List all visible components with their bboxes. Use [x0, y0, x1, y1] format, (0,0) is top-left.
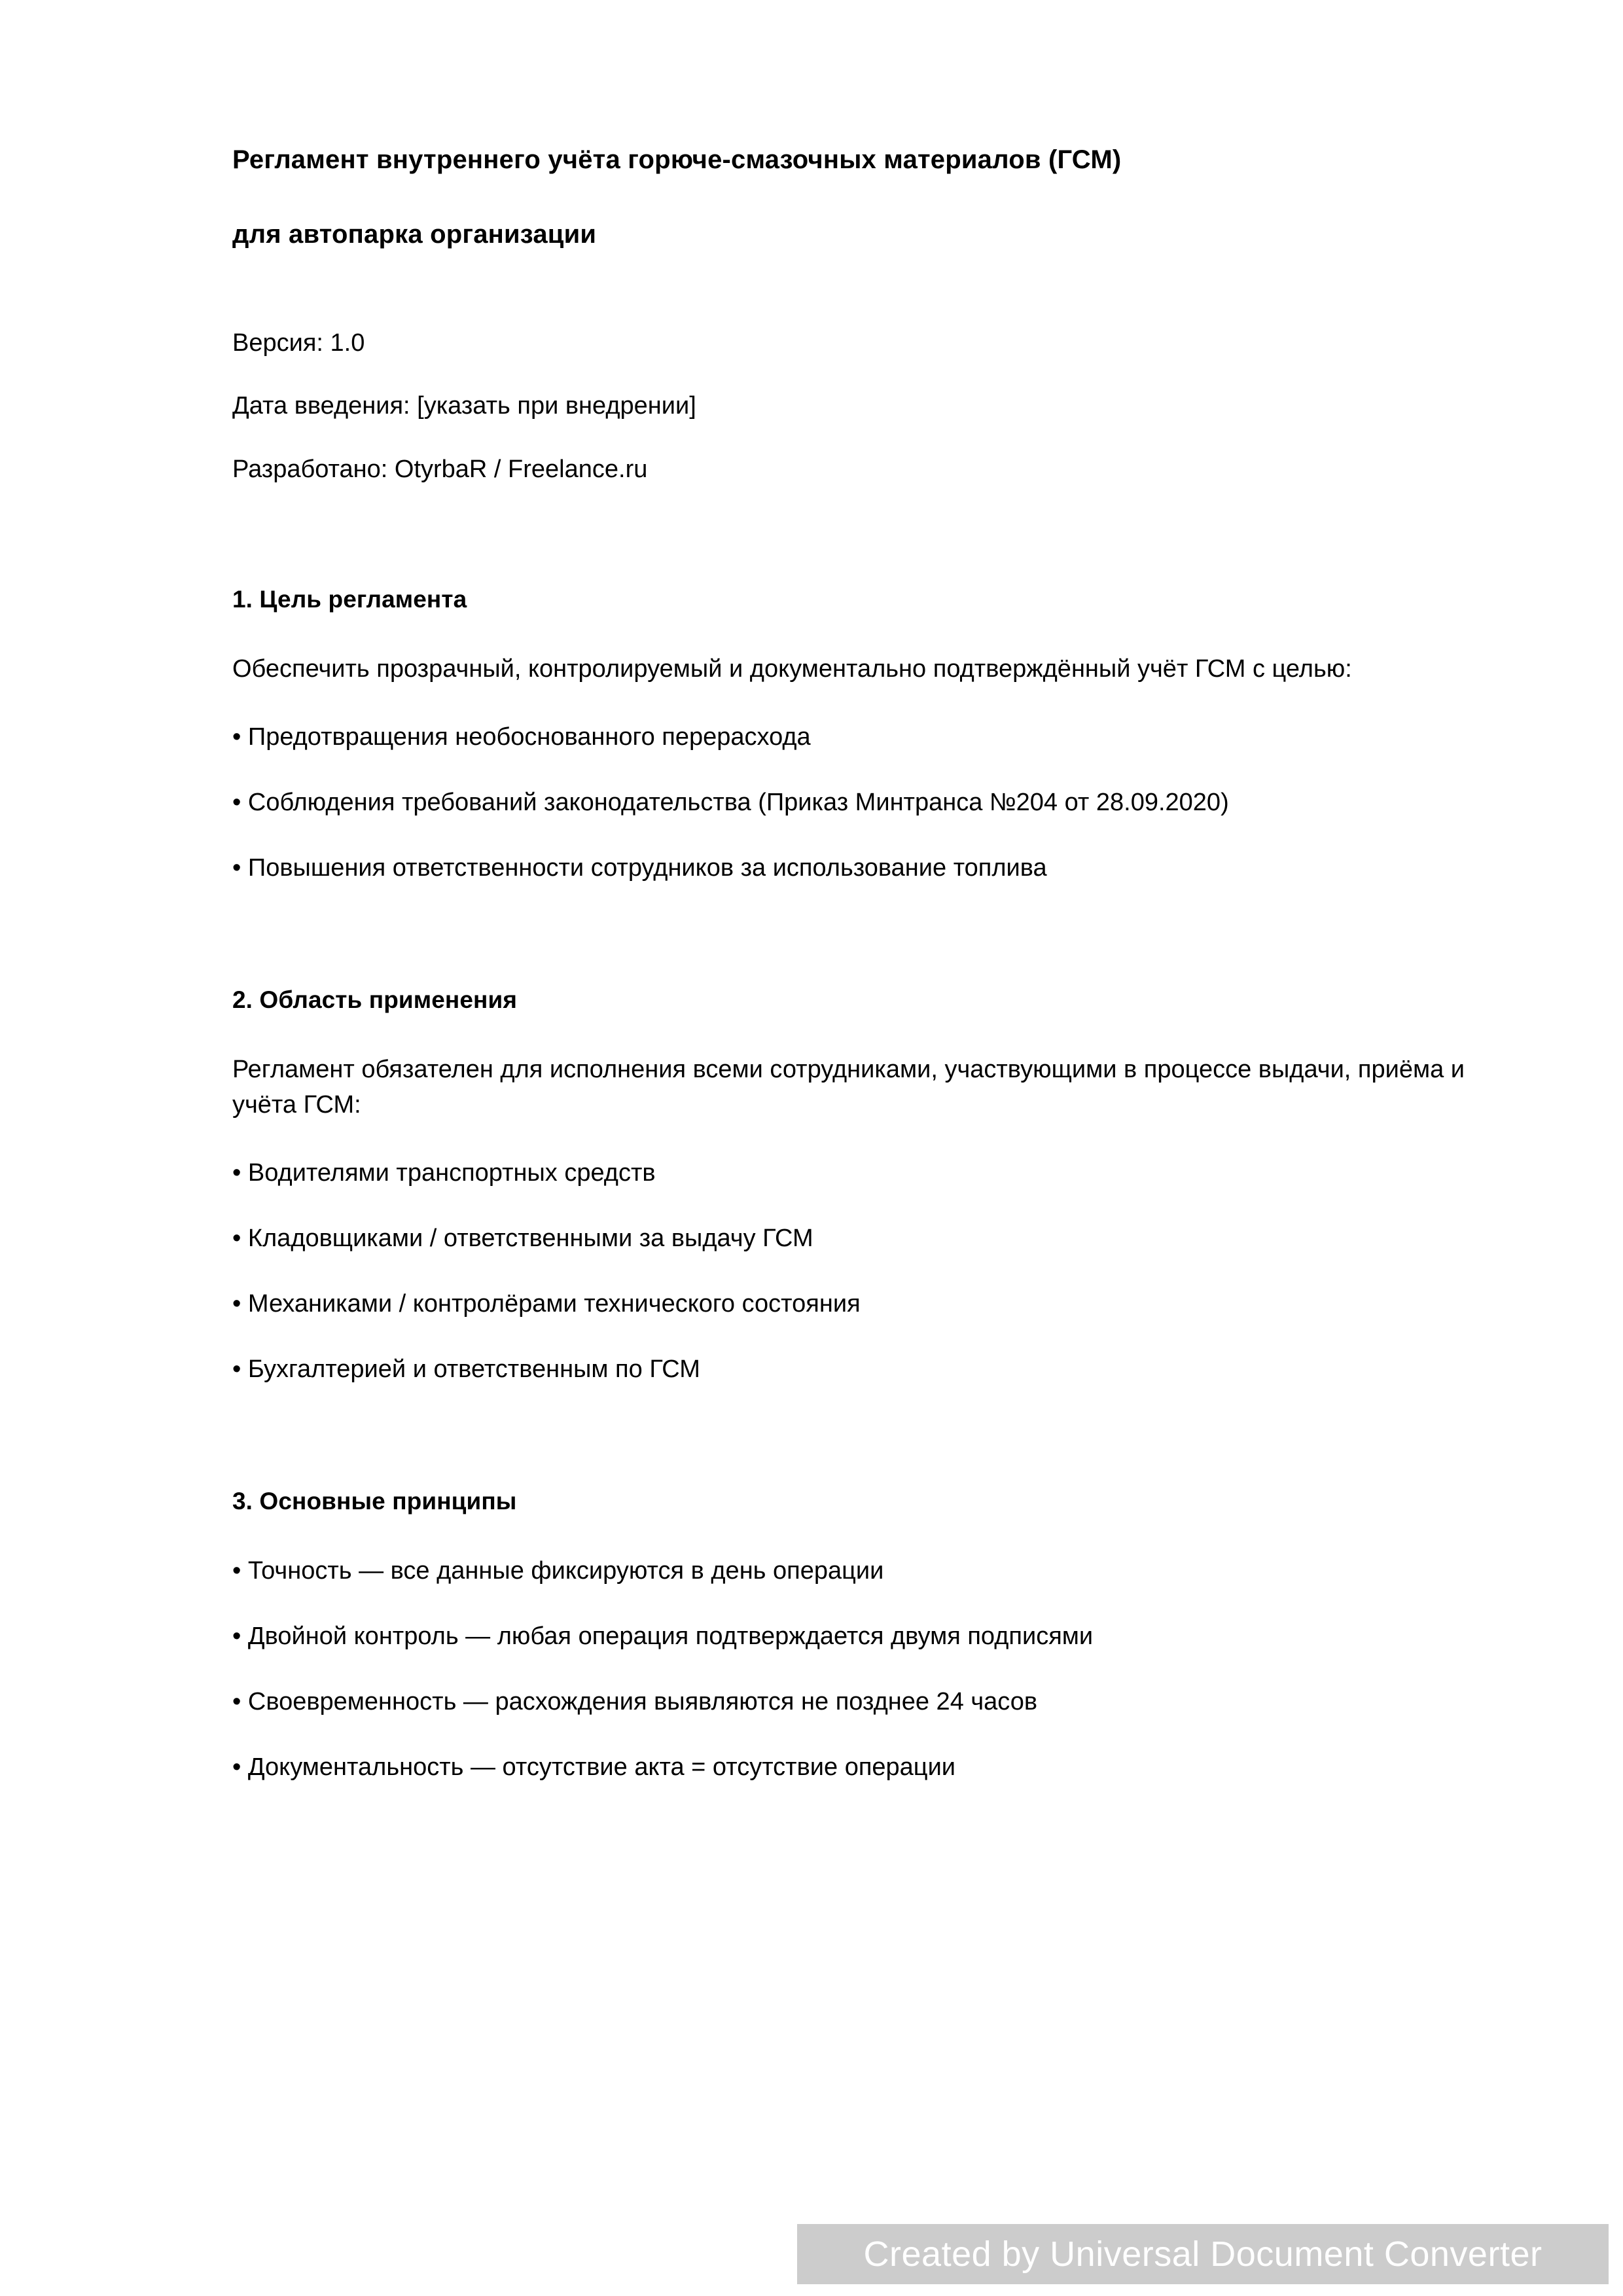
page-title-line-2: для автопарка организации [232, 220, 597, 249]
list-item-label: Механиками / контролёрами технического состояния [247, 1289, 861, 1318]
list-item [232, 1554, 1499, 1589]
document-body [232, 143, 1502, 1785]
bullet-marker-icon: • [232, 1687, 248, 1715]
section-1-bullet-list [232, 720, 1502, 886]
list-item [232, 1750, 1499, 1785]
list-item-label: Бухгалтерией и ответственным по ГСМ [247, 1355, 700, 1383]
list-item [232, 1156, 1499, 1191]
list-item [232, 1287, 1499, 1322]
metadata-author: Разработано: OtyrbaR / Freelance.ru [232, 455, 648, 483]
bullet-marker-icon: • [232, 1289, 248, 1318]
list-item [232, 1619, 1499, 1655]
list-item-label: Соблюдения требований законодательства (Приказ Минтранса №204 от 28.09.2020) [247, 789, 1229, 817]
list-item-label: Предотвращения необоснованного перерасхода [247, 723, 811, 751]
bullet-marker-icon: • [232, 1753, 248, 1781]
list-item [232, 785, 1499, 821]
list-item [232, 1685, 1499, 1720]
section-3 [232, 1486, 1502, 1785]
bullet-marker-icon: • [232, 1225, 248, 1253]
section-1 [232, 584, 1502, 886]
section-2-bullet-list [232, 1156, 1502, 1388]
bullet-marker-icon: • [232, 1355, 248, 1383]
watermark-text: Created by Universal Document Converter [863, 2234, 1543, 2274]
metadata-version: Версия: 1.0 [232, 329, 365, 357]
section-1-intro: Обеспечить прозрачный, контролируемый и документально подтверждённый учёт ГСМ с целью: [232, 655, 1352, 683]
bullet-marker-icon: • [232, 1556, 248, 1585]
section-2 [232, 984, 1502, 1388]
list-item-label: Точность — все данные фиксируются в день операции [247, 1556, 884, 1585]
list-item-label: Документальность — отсутствие акта = отсутствие операции [247, 1753, 956, 1781]
section-2-heading: 2. Область применения [232, 986, 518, 1014]
bullet-marker-icon: • [232, 723, 248, 751]
list-item-label: Двойной контроль — любая операция подтверждается двумя подписями [247, 1622, 1094, 1650]
document-metadata [232, 327, 1502, 486]
list-item [232, 851, 1499, 886]
page-title [232, 143, 1502, 251]
list-item-label: Своевременность — расхождения выявляются не позднее 24 часов [247, 1687, 1038, 1715]
section-3-heading: 3. Основные принципы [232, 1487, 517, 1515]
list-item-label: Кладовщиками / ответственными за выдачу ГСМ [247, 1225, 813, 1253]
metadata-effective-date: Дата введения: [указать при внедрении] [232, 392, 696, 420]
section-2-intro: Регламент обязателен для исполнения всеми сотрудниками, участвующими в процессе выдачи, приёма и учёта ГСМ: [232, 1056, 1465, 1119]
section-3-bullet-list [232, 1554, 1502, 1785]
bullet-marker-icon: • [232, 1622, 248, 1650]
list-item-label: Водителями транспортных средств [247, 1159, 656, 1187]
list-item [232, 1221, 1499, 1257]
bullet-marker-icon: • [232, 854, 248, 882]
page-title-line-1: Регламент внутреннего учёта горюче-смазочных материалов (ГСМ) [232, 145, 1122, 174]
section-1-heading: 1. Цель регламента [232, 586, 467, 613]
bullet-marker-icon: • [232, 789, 248, 817]
list-item-label: Повышения ответственности сотрудников за использование топлива [247, 854, 1047, 882]
watermark-banner [797, 2224, 1609, 2284]
list-item [232, 720, 1499, 755]
list-item [232, 1352, 1499, 1388]
bullet-marker-icon: • [232, 1159, 248, 1187]
